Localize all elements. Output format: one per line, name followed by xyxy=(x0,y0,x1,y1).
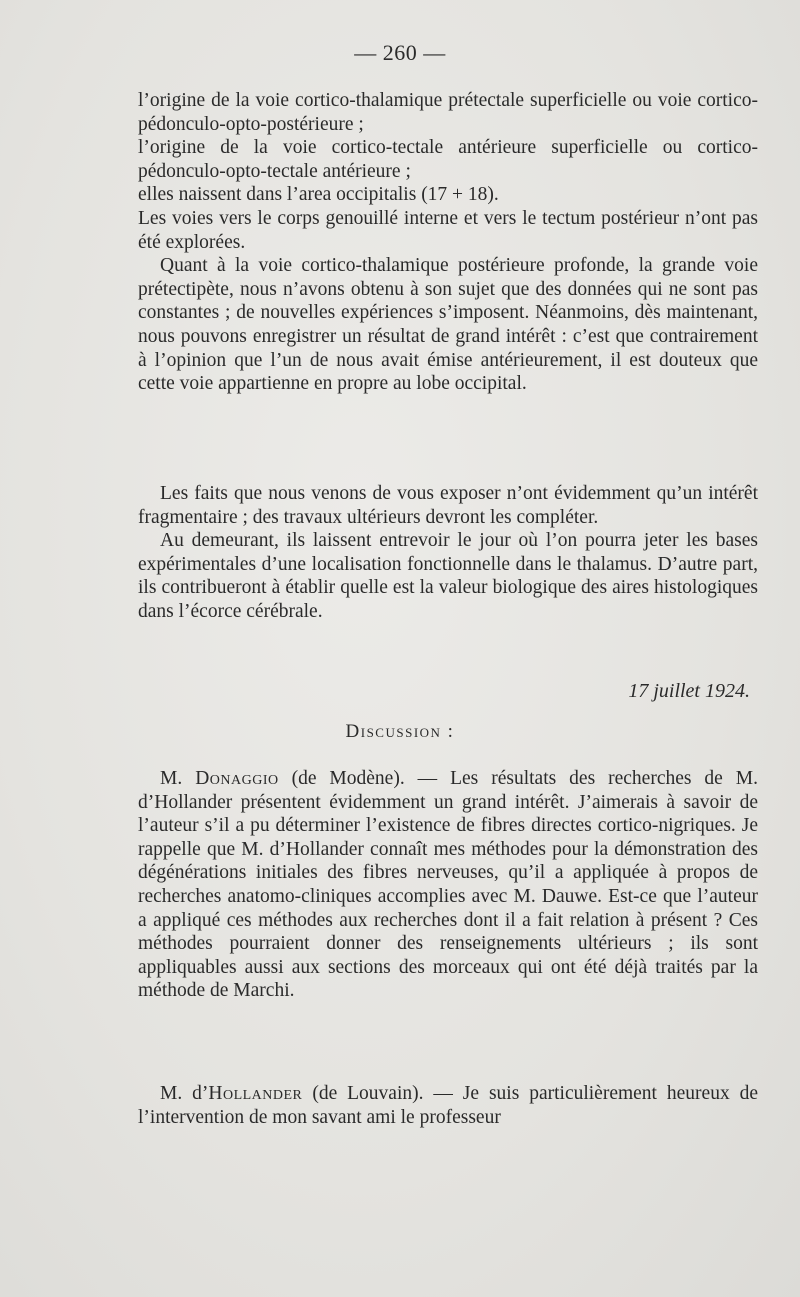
page-number: — 260 — xyxy=(354,40,446,65)
paragraph-voie-tectale: l’origine de la voie cortico-tectale antérieure superficielle ou cortico-pédonculo-opto-tectale antérieure ; xyxy=(138,137,758,182)
paragraph-area-occipitalis: elles naissent dans l’area occipitalis (17 + 18). xyxy=(138,184,499,206)
speaker-text: (de Louvain). — Je suis particulièrement heureux de l’intervention de mon savant ami le professeur xyxy=(138,1083,759,1128)
conclusions-block xyxy=(138,89,758,396)
discussion-heading: Discussion : xyxy=(345,721,455,742)
paragraph-hollander xyxy=(138,1082,758,1129)
hollander-block xyxy=(138,1082,758,1129)
paragraph-donaggio xyxy=(138,767,758,1003)
speaker-text: (de Modène). — Les résultats des recherches de M. d’Hollander présentent évidemment un grand intérêt. J’aimerais à savoir de l’auteur s’il a pu déterminer l’existence de fibres directes cortico-nigriques. Je rappelle que M. d’Hollander connaît mes méthodes pour la démonstration des dégénérations initiales des fibres nerveuses, qu’il a appliquée à propos de recherches anatomo-cliniques accomplies avec M. Dauwe. Est-ce que l’auteur a appliqué ces méthodes aux recherches dont il a fait relation à présent ? Ces méthodes pourraient donner des renseignements ultérieurs ; ils sont appliquables aussi aux sections des morceaux qui ont été déjà traités par la méthode de Marchi. xyxy=(138,768,759,1002)
donaggio-block xyxy=(138,767,758,1003)
paragraph-voie-profonde: Quant à la voie cortico-thalamique postérieure profonde, la grande voie prétectipète, nous n’avons obtenu à son sujet que des données qui ne sont pas constantes ; de nouvelles expériences s’imposent. Néanmoins, dès maintenant, nous pouvons enregistrer un résultat de grand intérêt : c’est que contrairement à l’opinion que l’un de nous avait émise antérieurement, il est douteux que cette voie appartienne en propre au lobe occipital. xyxy=(138,255,758,395)
paragraph-demeurant: Au demeurant, ils laissent entrevoir le jour où l’on pourra jeter les bases expérimentales d’une localisation fonctionnelle dans le thalamus. D’autre part, ils contribueront à établir quelle est la valeur biologique des aires histologiques dans l’écorce cérébrale. xyxy=(138,530,758,622)
paragraph-voie-pretectale: l’origine de la voie cortico-thalamique prétectale superficielle ou voie cortico-pédonculo-opto-postérieure ; xyxy=(138,90,758,135)
summary-block xyxy=(138,482,758,624)
paragraph-voies-non-explorees: Les voies vers le corps genouillé interne et vers le tectum postérieur n’ont pas été explorées. xyxy=(138,207,758,253)
date-line: 17 juillet 1924. xyxy=(628,680,750,702)
speaker-name: Hollander xyxy=(208,1083,303,1104)
speaker-prefix: M. d’ xyxy=(160,1083,209,1104)
speaker-name: Donaggio xyxy=(195,768,279,789)
paragraph-faits: Les faits que nous venons de vous exposer n’ont évidemment qu’un intérêt fragmentaire ; des travaux ultérieurs devront les compléter. xyxy=(138,483,758,528)
speaker-prefix: M. xyxy=(160,768,183,789)
